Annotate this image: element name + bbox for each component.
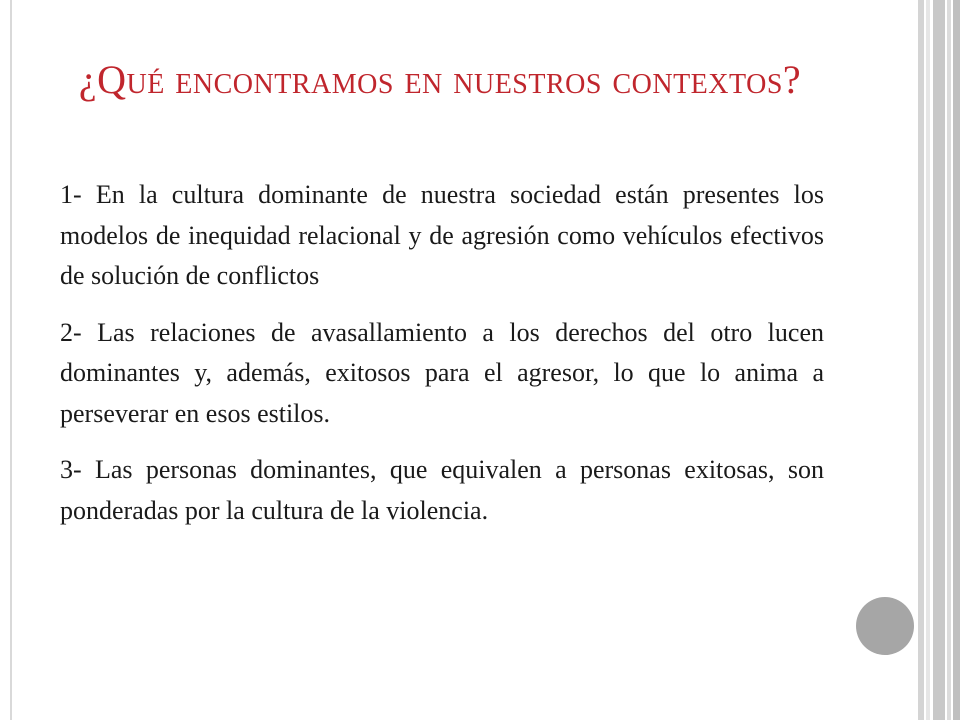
paragraph-3: 3- Las personas dominantes, que equivalen a personas exitosas, son ponderadas por la cultura de la violencia.: [60, 455, 824, 525]
slide-body: [60, 175, 824, 547]
right-decoration-bar: [953, 0, 960, 720]
decorative-circle: [856, 597, 914, 655]
right-decoration-bar: [933, 0, 945, 720]
right-decoration-bar: [918, 0, 924, 720]
right-decoration-bar: [926, 0, 930, 720]
paragraph-2: 2- Las relaciones de avasallamiento a los derechos del otro lucen dominantes y, además, exitosos para el agresor, lo que lo anima a perseverar en esos estilos.: [60, 317, 824, 428]
slide-title: ¿Qué encontramos en nuestros contextos?: [78, 57, 802, 102]
paragraph-1: 1- En la cultura dominante de nuestra sociedad están presentes los modelos de inequidad relacional y de agresión como vehículos efectivos de solución de conflictos: [60, 180, 824, 290]
right-decoration-bar: [947, 0, 951, 720]
left-frame-line: [10, 0, 12, 720]
